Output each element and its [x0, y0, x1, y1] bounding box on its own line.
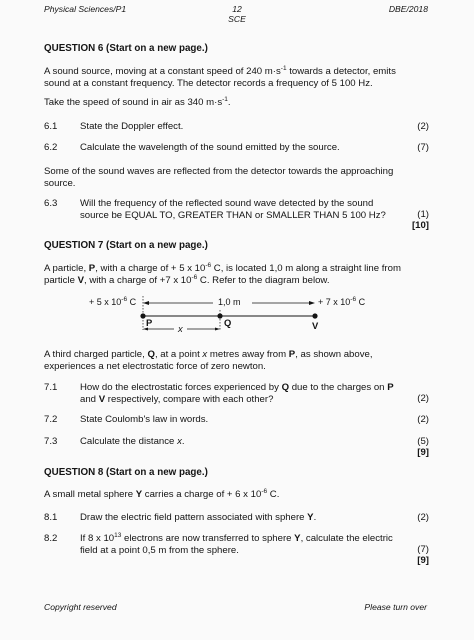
distance-label: 1,0 m — [218, 297, 241, 307]
q7-2-mark: (2) — [417, 414, 429, 425]
charge-p-label: + 5 x $10^{-6}$ C — [89, 296, 137, 307]
q7-3-text: Calculate the distance x. — [80, 436, 185, 447]
q7-3-number: 7.3 — [44, 436, 58, 447]
q8-title: QUESTION 8 (Start on a new page.) — [44, 467, 208, 478]
header-exam: DBE/2018 — [388, 4, 428, 14]
q6-intro: A sound source, moving at a constant speed of 240 $m\cdot s^{-1}$ towards a detector, emits sound at a constant frequency. The detector records a frequency of 5 100 Hz. — [44, 65, 396, 89]
q8-1-mark: (2) — [417, 512, 429, 523]
page-number: 12 — [232, 4, 242, 14]
q6-title: QUESTION 6 (Start on a new page.) — [44, 43, 208, 54]
particle-v-dot — [312, 313, 317, 318]
q7-title: QUESTION 7 (Start on a new page.) — [44, 240, 208, 251]
footer-copyright: Copyright reserved — [44, 602, 117, 612]
q8-2-text: If 8 x $10^{13}$ electrons are now transferred to sphere Y, calculate the electric field at a point 0,5 m from the sphere. — [80, 532, 393, 556]
q6-1-text: State the Doppler effect. — [80, 121, 184, 132]
q6-speed-note: Take the speed of sound in air as 340 $m\cdot s^{-1}$. — [44, 96, 231, 108]
footer-turn-over: Please turn over — [364, 602, 427, 612]
header-subject: Physical Sciences/P1 — [44, 4, 127, 14]
q6-2-number: 6.2 — [44, 142, 58, 153]
q6-1-number: 6.1 — [44, 121, 58, 132]
q7-1-number: 7.1 — [44, 382, 58, 393]
q7-third-particle: A third charged particle, Q, at a point x metres away from P, as shown above, experiences a net electrostatic force of zero newton. — [44, 349, 373, 372]
label-v: V — [312, 320, 319, 331]
q8-1-number: 8.1 — [44, 512, 58, 523]
charge-v-label: + 7 x $10^{-6}$ C — [318, 296, 366, 307]
q6-2-mark: (7) — [417, 142, 429, 153]
q8-2-number: 8.2 — [44, 533, 58, 544]
q6-3-number: 6.3 — [44, 198, 58, 209]
label-q: Q — [224, 317, 232, 328]
label-x: x — [178, 323, 183, 334]
q6-reflect-text: Some of the sound waves are reflected from the detector towards the approaching source. — [44, 166, 394, 189]
q8-intro: A small metal sphere Y carries a charge of + 6 x $10^{-6}$ C. — [44, 488, 280, 500]
q6-3-text: Will the frequency of the reflected sound wave detected by the sound source be EQUAL TO, GREATER THAN or SMALLER THAN 5 100 Hz? — [80, 198, 386, 221]
q6-1-mark: (2) — [417, 121, 429, 132]
q7-2-text: State Coulomb's law in words. — [80, 414, 209, 425]
q7-intro: A particle, P, with a charge of + 5 x $10^{-6}$ C, is located 1,0 m along a straight line from particle V, with a charge of +7 x $10^{-6}$ C. Refer to the diagram below. — [44, 262, 401, 286]
x-arrowhead-right — [215, 328, 220, 331]
particle-q-dot — [217, 313, 222, 318]
q6-total: [10] — [411, 220, 429, 231]
page-sub: SCE — [228, 14, 246, 24]
q7-3-mark: (5) — [417, 436, 429, 447]
label-p: P — [146, 317, 153, 328]
distance-arrowhead-right — [309, 301, 315, 305]
q7-1-text: How do the electrostatic forces experienced by Q due to the charges on P and V respectively, compare with each other? — [80, 382, 394, 405]
q8-total: [9] — [417, 555, 429, 566]
q7-1-mark: (2) — [417, 393, 429, 404]
particle-p-dot — [140, 313, 145, 318]
charge-diagram — [80, 293, 400, 335]
q7-total: [9] — [417, 447, 429, 458]
q7-2-number: 7.2 — [44, 414, 58, 425]
q6-3-mark: (1) — [417, 209, 429, 220]
distance-arrowhead-left — [143, 301, 149, 305]
q8-2-mark: (7) — [417, 544, 429, 555]
q8-1-text: Draw the electric field pattern associated with sphere Y. — [80, 512, 317, 523]
q6-2-text: Calculate the wavelength of the sound emitted by the source. — [80, 142, 340, 153]
